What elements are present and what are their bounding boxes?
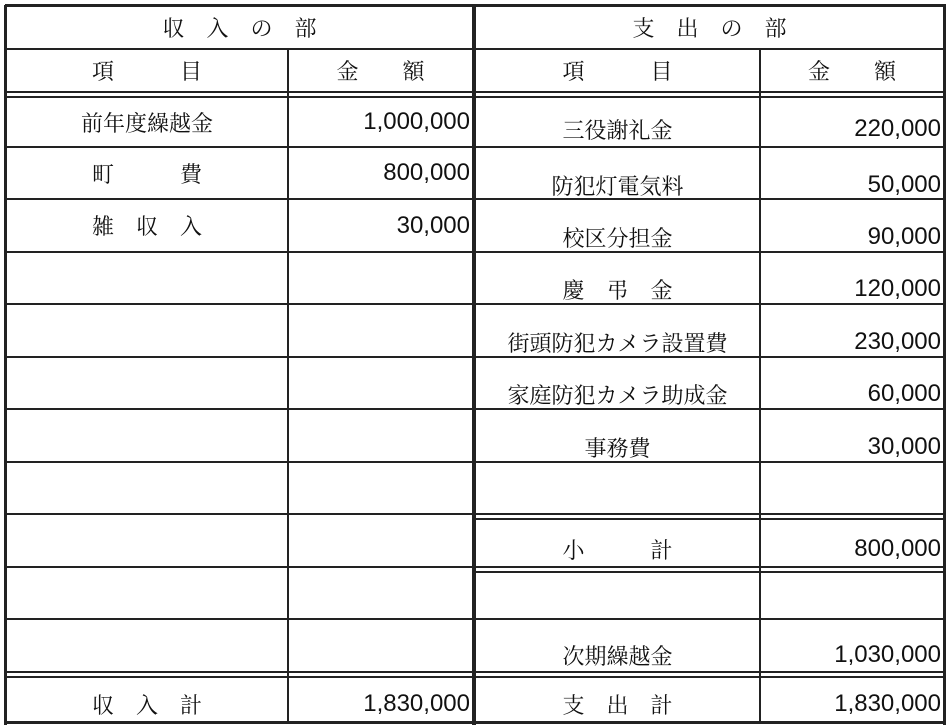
expense-item-header: 項 目: [562, 60, 673, 85]
expense-amount: 220,000: [854, 115, 941, 142]
income-section-header: 収 入 の 部: [162, 17, 317, 42]
expense-item: 防犯灯電気料: [551, 174, 684, 200]
expense-amount: 90,000: [867, 223, 941, 250]
expense-amount: 230,000: [854, 328, 941, 355]
income-amount: 800,000: [383, 159, 470, 186]
income-item-header: 項 目: [91, 60, 202, 85]
expense-amount: 60,000: [867, 380, 941, 407]
expense-item: 慶 弔 金: [562, 278, 673, 304]
expense-amount-header: 金 額: [807, 60, 896, 85]
expense-item: 家庭防犯カメラ助成金: [507, 383, 728, 409]
rule-right-double: [476, 518, 946, 520]
expense-total-label: 支 出 計: [562, 693, 673, 719]
income-item: 町 費: [91, 162, 202, 188]
income-total-label: 収 入 計: [91, 693, 202, 719]
expense-item: 事務費: [584, 436, 651, 462]
expense-amount: 120,000: [854, 275, 941, 302]
income-item: 雑 収 入: [91, 215, 202, 240]
expense-item: 街頭防犯カメラ設置費: [507, 331, 728, 357]
expense-amount: 30,000: [867, 433, 941, 460]
expense-amount: 50,000: [867, 171, 941, 198]
expense-subtotal-label: 小 計: [562, 538, 673, 564]
income-amount: 1,000,000: [363, 108, 470, 135]
income-amount-header: 金 額: [336, 60, 425, 85]
income-amount: 30,000: [396, 211, 470, 239]
expense-section-header: 支 出 の 部: [632, 17, 787, 42]
expense-carryover-label: 次期繰越金: [562, 644, 673, 670]
income-total-amount: 1,830,000: [363, 690, 470, 717]
expense-item: 三役謝礼金: [562, 118, 673, 144]
border-right: [943, 5, 946, 725]
expense-item: 校区分担金: [562, 226, 673, 252]
expense-subtotal-amount: 800,000: [854, 535, 941, 562]
income-item: 前年度繰越金: [80, 111, 213, 137]
expense-carryover-amount: 1,030,000: [834, 641, 941, 668]
expense-total-amount: 1,830,000: [834, 690, 941, 717]
